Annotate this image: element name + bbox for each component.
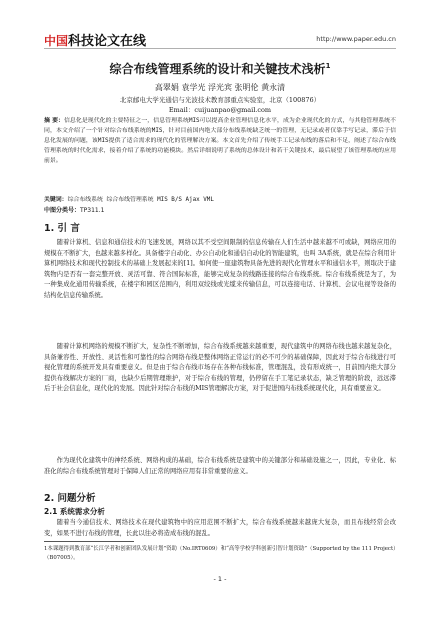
keywords-text: 综合布线系统 综合布线管理系统 MIS B/S Ajax VML [67,197,214,203]
site-url[interactable]: http://www.paper.edu.cn [316,35,396,43]
authors: 高翠娟 袁学光 浮光宾 张明伦 黄永清 [154,83,286,92]
logo-red-text: 中国 [44,34,69,48]
clc-label: 中图分类号： [44,207,81,214]
site-logo[interactable] [44,30,146,49]
title-footnote-mark: 1 [325,62,331,70]
keywords [44,194,396,203]
abstract-label: 摘 要： [44,118,64,124]
footnote-rule [44,541,134,542]
classification-number [44,205,396,214]
title-text: 综合布线管理系统的设计和关键技术浅析 [109,62,326,76]
subsection-heading-requirements: 2.1 系统需求分析 [44,507,105,516]
footnote: 1本课题得到教育部“长江学者和创新团队发展计划”资助（No.IRT0609）和“高等学校学科创新引智计划资助”（Supported by the 111 Project）（B07005）。 [44,546,396,561]
affiliation: 北京邮电大学光通信与光波技术教育部重点实验室，北京（100876） [119,96,321,104]
page-number: - 1 - [213,575,227,583]
section-heading-introduction: 1. 引 言 [44,223,80,234]
intro-paragraph-3: 作为现代化建筑中的神经系统、网络构成的基础，综合布线系统是建筑中的关键部分和基础设施之一，因此，专业化、标准化的综合布线系统管理对于保障人们正常的网络应用有非常重要的意义。 [44,457,396,475]
email: Email：cuijuanpao@gmail.com [168,106,272,114]
header-rule [44,48,396,49]
clc-text: TP311.1 [80,207,105,214]
keywords-label: 关键词： [44,197,68,203]
section-heading-problem-analysis: 2. 问题分析 [44,493,96,504]
abstract [44,116,396,166]
intro-paragraph-2: 随着计算机网络的规模不断扩大，复杂性不断增加，综合布线系统越来越重要，现代建筑中的网络布线也越来越复杂化，具备兼容性、开放性、灵活性和可靠性的综合网络布线是整体网络正常运行的必不可少的基础保障，因此对于综合布线进行可视化管理的系统开发具有重要意义。但是由于综合布线市场存在各种布线标准，管理混乱，没有形成统一，目前国内绝大部分提供布线解决方案的厂商，也缺少后期管理维护，对于综合布线的管理，仍停留在手工笔记录状态，缺乏管理的阶段，远远滞后于社会信息化，现代化的发展。因此针对综合布线的MIS管理解决方案，对于促进国内布线系统现代化，具有重要意义。 [44,343,396,393]
paper-title [44,60,396,77]
site-header [0,0,440,50]
logo-black-text: 科技论文在线 [68,34,147,49]
requirements-paragraph: 随着当今通信技术、网络技术在现代建筑物中的应用范围不断扩大，综合布线系统越来越庞大复杂，而且布线经常会改变，如果不进行布线的管理，长此以往必将造成布线的混乱。 [44,519,396,537]
abstract-text: 信息化是现代化的主要特征之一，信息管理系统MIS可以提高企业管理信息化水平，成为企业现代化的方式，与其他管理系统不同，本文介绍了一个针对综合布线系统的MIS，针对目前国内绝大部分布线系统缺乏统一的管理，无记录或者仅靠手写记录，滞后于信息化发展的问题，该MIS提供了适合需求的现代化的管理解决方案。本文首先介绍了传统手工记录布线的落后和不足，阐述了综合布线管理系统的时代化需求，接着介绍了系统的功能模块。然后详细说明了系统的总体设计和若干关键技术，最后展望了该管理系统的应用前景。 [44,118,396,164]
intro-paragraph-1: 随着计算机、信息和通信技术的飞速发展，网络以其不受空间限制的信息传输在人们生活中越来越不可或缺，网络应用的规模在不断扩大，也越来越多样化。具备楼宇自动化、办公自动化和通信自动化的智能建筑，也叫 3A系统，就是在综合利用计算机网络技术和现代控制技术的基础上发展起来的[1]。如何使一座建筑物具备先进的现代化管理水平和通信水平，则取决于建筑物内是否有一套完整开放、灵活可靠、符合国际标准，能够完成复杂的线路连接的综合布线系统。综合布线系统是为了，为一种集成化通用传输系统，在楼宇和园区范围内，利用双绞线或光缆来传输信息，可以连接电话、计算机、会议电视等设备的结构化信息传输系统。 [44,239,396,299]
